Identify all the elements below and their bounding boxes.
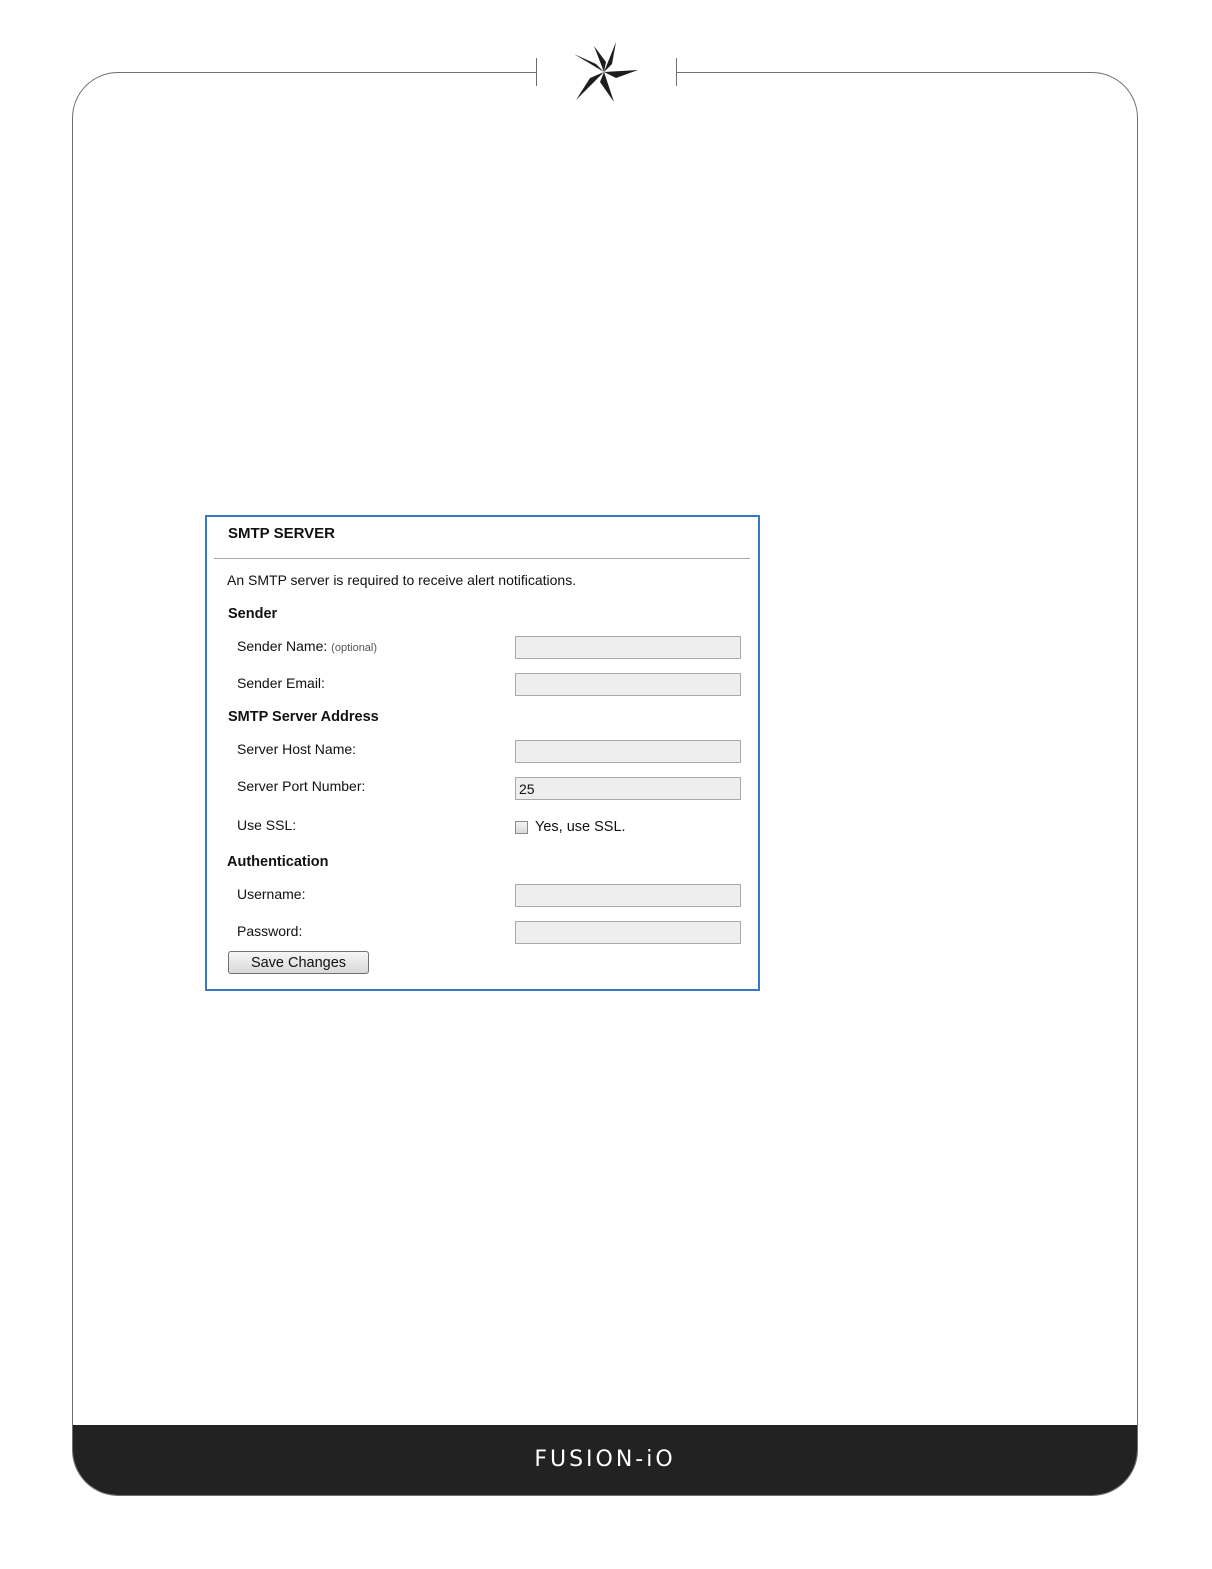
frame-tick-left <box>536 58 537 86</box>
section-server-address: SMTP Server Address <box>228 709 379 725</box>
star-emblem-icon <box>568 40 642 104</box>
server-port-label: Server Port Number: <box>237 778 366 794</box>
footer-bar <box>73 1425 1137 1495</box>
server-host-label: Server Host Name: <box>237 741 357 757</box>
username-input[interactable] <box>515 884 741 907</box>
sender-email-label: Sender Email: <box>237 675 325 691</box>
password-input[interactable] <box>515 921 741 944</box>
smtp-server-panel <box>205 515 760 991</box>
use-ssl-checkbox[interactable] <box>515 821 528 834</box>
sender-name-input[interactable] <box>515 636 741 659</box>
sender-name-label <box>237 638 377 654</box>
server-host-input[interactable] <box>515 740 741 763</box>
save-changes-button[interactable]: Save Changes <box>228 951 369 974</box>
sender-name-label-text: Sender Name: <box>237 638 328 654</box>
use-ssl-checkbox-label: Yes, use SSL. <box>535 819 626 835</box>
divider <box>214 558 750 559</box>
sender-email-input[interactable] <box>515 673 741 696</box>
password-label: Password: <box>237 923 303 939</box>
use-ssl-label: Use SSL: <box>237 817 297 833</box>
section-authentication: Authentication <box>227 854 329 870</box>
panel-title: SMTP SERVER <box>228 525 335 542</box>
use-ssl-option[interactable] <box>515 819 626 835</box>
intro-text: An SMTP server is required to receive alert notifications. <box>227 572 577 588</box>
server-port-input[interactable] <box>515 777 741 800</box>
frame-tick-right <box>676 58 677 86</box>
username-label: Username: <box>237 886 306 902</box>
fusion-io-logo: FUSION-iO <box>534 1447 676 1472</box>
section-sender: Sender <box>228 606 278 622</box>
optional-hint: (optional) <box>331 642 378 654</box>
